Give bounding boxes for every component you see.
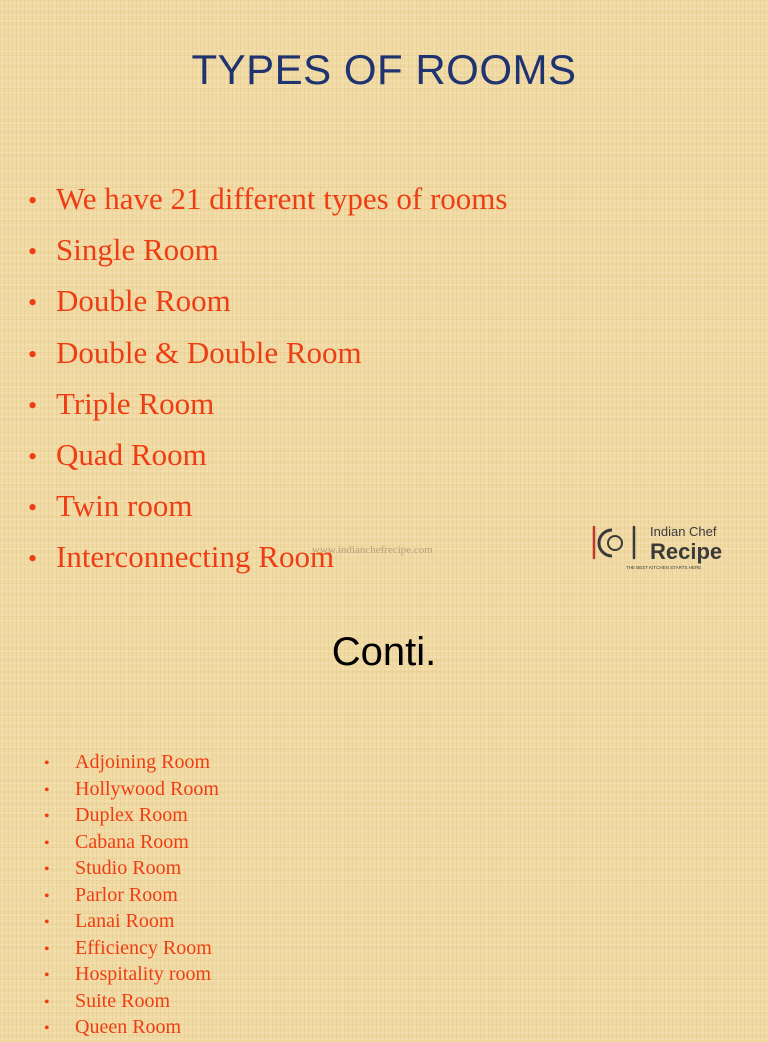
logo-tagline: THE BEST KITCHEN STARTS HERE [626,565,702,570]
bullet-icon: • [44,781,50,799]
bullet-icon: • [44,887,50,905]
list-item: • Lanai Room [44,909,219,936]
list-item: • Twin room [28,481,507,532]
indian-chef-recipe-logo [590,520,758,572]
list-item: • Efficiency Room [44,936,219,963]
bullet-icon: • [44,861,50,878]
list-item: • We have 21 different types of rooms [28,174,507,225]
list-item: • Suite Room [44,989,219,1016]
additional-room-types-list [44,750,219,1042]
chef-plate-logo-icon [594,527,634,558]
list-item: • Double & Double Room [28,328,507,379]
bullet-icon: • [28,186,38,215]
list-item: • Studio Room [44,856,219,883]
room-types-list [28,174,507,584]
bullet-icon: • [28,390,38,420]
list-item: • Duplex Room [44,803,219,830]
logo-line1: Indian Chef [650,524,717,539]
slide-conti [0,590,768,1038]
slide-title: Conti. [331,630,437,674]
list-item: • Interconnecting Room [28,532,507,583]
bullet-icon: • [44,1020,50,1037]
bullet-icon: • [28,493,38,523]
list-item: • Quad Room [28,430,507,481]
bullet-icon: • [44,808,50,825]
bullet-icon: • [44,967,50,984]
bullet-icon: • [28,288,38,318]
bullet-icon: • [44,940,50,958]
list-item: • Single Room [28,225,507,276]
bullet-icon: • [28,339,38,369]
list-item: • Hospitality room [44,962,219,989]
bullet-icon: • [28,442,38,472]
logo-line2: Recipe [650,539,723,564]
bullet-icon: • [44,755,50,772]
watermark-url: www.indianchefrecipe.com [312,544,433,556]
bullet-icon: • [44,993,50,1011]
list-item: • Double Room [28,276,507,327]
bullet-icon: • [44,834,50,852]
bullet-icon: • [28,237,38,267]
list-item: • Queen Room [44,1015,219,1042]
list-item: • Parlor Room [44,883,219,910]
slide-title: TYPES OF ROOMS [191,46,577,93]
bullet-icon: • [44,914,50,931]
list-item: • Cabana Room [44,830,219,857]
bullet-icon: • [28,544,38,574]
list-item: • Triple Room [28,379,507,430]
list-item: • Hollywood Room [44,777,219,804]
list-item: • Adjoining Room [44,750,219,777]
